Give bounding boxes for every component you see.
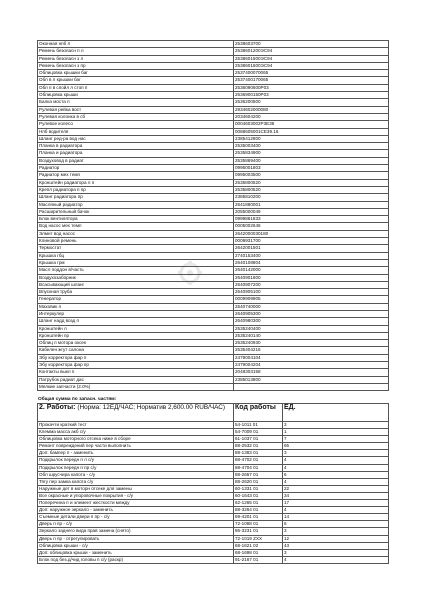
- part-number-cell: 2479004104: [234, 354, 389, 361]
- parts-row: [38, 84, 389, 91]
- parts-row: [38, 186, 389, 193]
- part-number-cell: 2538601200ЭС94: [234, 48, 389, 55]
- part-name-cell: Интеркулер: [38, 310, 234, 317]
- parts-row: [38, 245, 389, 252]
- parts-row: [38, 347, 389, 354]
- part-name-cell: Мелкие запчасти (2.0%): [38, 383, 234, 390]
- part-name-cell: Планка в радиатора: [38, 143, 234, 150]
- work-name-cell: Подкрылок передн п л с/у: [38, 457, 234, 464]
- parts-row: [38, 238, 389, 245]
- parts-row: [38, 281, 389, 288]
- parts-row: [38, 303, 389, 310]
- work-code-cell: 60-1331 01: [234, 485, 283, 492]
- works-row: [38, 507, 389, 514]
- part-number-cell: 2537400170065: [234, 77, 389, 84]
- part-number-cell: [234, 383, 389, 390]
- part-name-cell: Шланг ред-ра вод нас: [38, 135, 234, 142]
- parts-row: [38, 106, 389, 113]
- part-name-cell: Контакты выкл п: [38, 369, 234, 376]
- part-name-cell: Рулевая колонка в сб: [38, 113, 234, 120]
- parts-row: [38, 128, 389, 135]
- parts-row: [38, 208, 389, 215]
- part-number-cell: 2535240140: [234, 332, 389, 339]
- part-name-cell: Маховик л: [38, 303, 234, 310]
- part-number-cell: 2640907200: [234, 281, 389, 288]
- work-code-cell: 88-4702 01: [234, 457, 283, 464]
- part-number-cell: 0009931700: [234, 238, 389, 245]
- part-name-cell: Радиатор: [38, 165, 234, 172]
- parts-row: [38, 172, 389, 179]
- parts-summary-label: Общая сумма по запасн. частям:: [38, 397, 117, 402]
- work-name-cell: Дверь п пр - отрегулировать: [38, 535, 234, 542]
- part-name-cell: Клиновой ремень: [38, 238, 234, 245]
- parts-row: [38, 201, 389, 208]
- part-name-cell: Вод насос мех темп: [38, 223, 234, 230]
- part-number-cell: 2385013800: [234, 376, 389, 383]
- parts-row: [38, 259, 389, 266]
- works-header-units: ЕД.: [283, 404, 389, 422]
- work-units-cell: 4: [283, 464, 389, 471]
- part-name-cell: Генератор: [38, 296, 234, 303]
- part-number-cell: 2538601600ЭС94: [234, 62, 389, 69]
- work-units-cell: 4: [283, 457, 389, 464]
- part-number-cell: 2640980300: [234, 318, 389, 325]
- work-name-cell: Доп: бампер п - заменить: [38, 450, 234, 457]
- works-row: [38, 464, 389, 471]
- works-row: [38, 521, 389, 528]
- works-row: [38, 478, 389, 485]
- works-row: [38, 422, 389, 429]
- part-number-cell: 2535800520: [234, 186, 389, 193]
- part-number-cell: 2640905100: [234, 289, 389, 296]
- part-name-cell: Кабелен жгут салона: [38, 347, 234, 354]
- part-number-cell: 2537400070065: [234, 70, 389, 77]
- parts-row: [38, 179, 389, 186]
- part-number-cell: 2048303158: [234, 369, 389, 376]
- part-number-cell: 2642001501: [234, 245, 389, 252]
- work-units-cell: 7: [283, 436, 389, 443]
- part-name-cell: Воздухозаборник: [38, 274, 234, 281]
- part-number-cell: 2536200500: [234, 99, 389, 106]
- part-name-cell: Блок вентилятора: [38, 216, 234, 223]
- work-name-cell: Подкрылок передн п пр с/у: [38, 464, 234, 471]
- work-code-cell: 88-1383 01: [234, 450, 283, 457]
- works-title: 2. Работы:: [39, 404, 76, 411]
- work-name-cell: Доп: наружное зеркало - заменить: [38, 507, 234, 514]
- works-row: [38, 556, 389, 563]
- parts-row: [38, 230, 389, 237]
- part-name-cell: Ремень безопасн п л: [38, 48, 234, 55]
- work-name-cell: Дверь п пр - с/у: [38, 521, 234, 528]
- part-number-cell: 0088605001СЕ39.16: [234, 128, 389, 135]
- parts-row: [38, 318, 389, 325]
- part-number-cell: 2535869400: [234, 157, 389, 164]
- part-name-cell: Крышка грм: [38, 259, 234, 266]
- works-header-title: [38, 404, 234, 422]
- works-row: [38, 443, 389, 450]
- part-number-cell: 2535240930: [234, 340, 389, 347]
- part-name-cell: Расширительный бачок: [38, 208, 234, 215]
- part-name-cell: Рулевая рейка вост: [38, 106, 234, 113]
- work-name-cell: Клемма масса акб с/у: [38, 429, 234, 436]
- parts-row: [38, 99, 389, 106]
- part-name-cell: Элмнт вод насос: [38, 230, 234, 237]
- works-row: [38, 436, 389, 443]
- part-number-cell: 2535404216: [234, 347, 389, 354]
- part-name-cell: Эбу корректора фар пр: [38, 362, 234, 369]
- part-number-cell: 2538603700: [234, 41, 389, 48]
- part-number-cell: 2640905300: [234, 310, 389, 317]
- part-number-cell: 2385412800: [234, 135, 389, 142]
- parts-row: [38, 194, 389, 201]
- part-number-cell: 2934602000080: [234, 106, 389, 113]
- part-name-cell: Масляный радиатор: [38, 201, 234, 208]
- works-norm: (Норма: 12ЕД/ЧАС; Норматив 2,600.00 RUB/ЧАС): [77, 404, 225, 411]
- parts-row: [38, 383, 389, 390]
- parts-row: [38, 369, 389, 376]
- part-name-cell: Шланг надд возд п: [38, 318, 234, 325]
- work-name-cell: Облицовка крыши - с/у: [38, 542, 234, 549]
- parts-row: [38, 77, 389, 84]
- work-units-cell: 6: [283, 471, 389, 478]
- work-name-cell: Зеркало заднего вида прав замена (снято): [38, 528, 234, 535]
- part-name-cell: Патрубок радиат дас: [38, 376, 234, 383]
- work-name-cell: Съемные детали двери п пр - с/у: [38, 514, 234, 521]
- part-name-cell: Крышка гбц: [38, 252, 234, 259]
- work-name-cell: Тягу пер замка капота с/у: [38, 478, 234, 485]
- parts-row: [38, 376, 389, 383]
- parts-row: [38, 135, 389, 142]
- works-row: [38, 542, 389, 549]
- part-number-cell: 2640108804: [234, 259, 389, 266]
- work-name-cell: Обл шрусчира капота - с/у: [38, 471, 234, 478]
- parts-row: [38, 332, 389, 339]
- work-units-cell: 12: [283, 535, 389, 542]
- parts-row: [38, 296, 389, 303]
- work-code-cell: 72-1088 01: [234, 521, 283, 528]
- work-code-cell: 88-3264 01: [234, 507, 283, 514]
- work-units-cell: 3: [283, 450, 389, 457]
- part-number-cell: 0999861833: [234, 216, 389, 223]
- part-name-cell: Рулевое колесо: [38, 121, 234, 128]
- works-row: [38, 485, 389, 492]
- part-number-cell: 2640142000: [234, 267, 389, 274]
- part-number-cell: 2535240400: [234, 325, 389, 332]
- works-header-code: Код работы: [234, 404, 283, 422]
- parts-row: [38, 325, 389, 332]
- work-units-cell: 14: [283, 514, 389, 521]
- work-units-cell: 43: [283, 542, 389, 549]
- work-units-cell: 3: [283, 422, 389, 429]
- work-units-cell: 4: [283, 556, 389, 563]
- parts-row: [38, 92, 389, 99]
- part-name-cell: Радиатор мех темп: [38, 172, 234, 179]
- work-code-cell: 60-1643 01: [234, 492, 283, 499]
- part-name-cell: Нпб водителя: [38, 128, 234, 135]
- parts-row: [38, 113, 389, 120]
- work-code-cell: 88-2657 01: [234, 471, 283, 478]
- work-code-cell: 88-4704 01: [234, 464, 283, 471]
- part-number-cell: 2540740000: [234, 303, 389, 310]
- work-code-cell: 69-4201 01: [234, 514, 283, 521]
- work-code-cell: 54-1011 01: [234, 422, 283, 429]
- parts-row: [38, 289, 389, 296]
- parts-row: [38, 354, 389, 361]
- work-code-cell: 91-2167 01: [234, 556, 283, 563]
- work-name-cell: Облицовка моторного отсека ниже в сборе: [38, 436, 234, 443]
- part-number-cell: 2535800520: [234, 179, 389, 186]
- parts-row: [38, 143, 389, 150]
- works-table: [37, 403, 389, 564]
- works-row: [38, 549, 389, 556]
- parts-row: [38, 150, 389, 157]
- part-number-cell: 2538601500ЭС94: [234, 55, 389, 62]
- part-name-cell: Кронштейн радиатора л п: [38, 179, 234, 186]
- parts-row: [38, 223, 389, 230]
- part-number-cell: 2055000049: [234, 208, 389, 215]
- part-name-cell: Оконная нпб л: [38, 41, 234, 48]
- work-code-cell: 88-2620 01: [234, 478, 283, 485]
- work-units-cell: 3: [283, 549, 389, 556]
- parts-row: [38, 252, 389, 259]
- part-name-cell: Балка моста п: [38, 99, 234, 106]
- part-number-cell: 2535834900: [234, 150, 389, 157]
- part-name-cell: Впускная труба: [38, 289, 234, 296]
- part-number-cell: 2034604200: [234, 113, 389, 120]
- part-name-cell: Масл поддон в/часть: [38, 267, 234, 274]
- part-name-cell: Термостат: [38, 245, 234, 252]
- part-name-cell: Кронштейн пр: [38, 332, 234, 339]
- part-number-cell: 2535003400: [234, 143, 389, 150]
- part-number-cell: 2740153400: [234, 252, 389, 259]
- works-row: [38, 514, 389, 521]
- parts-row: [38, 340, 389, 347]
- works-table-body: [38, 404, 389, 564]
- works-header-row: [38, 404, 389, 422]
- work-code-cell: 68-1621 02: [234, 542, 283, 549]
- part-name-cell: Шланг радиатора пр: [38, 194, 234, 201]
- part-name-cell: Планка и радиатора: [38, 150, 234, 157]
- work-code-cell: 88-2532 01: [234, 443, 283, 450]
- work-code-cell: 68-1698 01: [234, 549, 283, 556]
- work-units-cell: 34: [283, 492, 389, 499]
- part-name-cell: Всасывающий шланг: [38, 281, 234, 288]
- part-number-cell: 2642000030180: [234, 230, 389, 237]
- parts-row: [38, 216, 389, 223]
- parts-row: [38, 267, 389, 274]
- part-name-cell: Облицовка крышки баг: [38, 70, 234, 77]
- works-row: [38, 535, 389, 542]
- works-row: [38, 500, 389, 507]
- work-units-cell: 17: [283, 500, 389, 507]
- parts-row: [38, 274, 389, 281]
- works-row: [38, 492, 389, 499]
- works-row: [38, 457, 389, 464]
- work-code-cell: 86-3231 01: [234, 528, 283, 535]
- work-units-cell: 4: [283, 507, 389, 514]
- part-name-cell: Обл в л крышки баг: [38, 77, 234, 84]
- parts-row: [38, 48, 389, 55]
- work-code-cell: 62-1265 01: [234, 500, 283, 507]
- part-number-cell: 2640901800: [234, 274, 389, 281]
- parts-row: [38, 362, 389, 369]
- part-name-cell: Крепл радиатора п пр: [38, 186, 234, 193]
- parts-row: [38, 70, 389, 77]
- part-name-cell: Эбу корректора фар п: [38, 354, 234, 361]
- work-name-cell: Прокачти краткий тест: [38, 422, 234, 429]
- parts-table: [37, 40, 389, 391]
- work-code-cell: 72-1019 ZXX: [234, 535, 283, 542]
- work-name-cell: Наружные дет в моторн отсеке для замены: [38, 485, 234, 492]
- works-row: [38, 471, 389, 478]
- work-name-cell: Все окрасные и упоровочные покрытия - с/у: [38, 492, 234, 499]
- part-name-cell: Кронштейн л: [38, 325, 234, 332]
- parts-row: [38, 55, 389, 62]
- part-number-cell: 0995003500: [234, 172, 389, 179]
- work-name-cell: Доп: облицовка крыши - заменить: [38, 549, 234, 556]
- works-row: [38, 450, 389, 457]
- parts-row: [38, 41, 389, 48]
- parts-row: [38, 310, 389, 317]
- work-units-cell: 22: [283, 485, 389, 492]
- work-units-cell: 4: [283, 478, 389, 485]
- works-row: [38, 429, 389, 436]
- part-number-cell: 2641880001: [234, 201, 389, 208]
- parts-table-body: [38, 41, 389, 391]
- part-number-cell: 2385810200: [234, 194, 389, 201]
- work-units-cell: 6: [283, 521, 389, 528]
- part-name-cell: Воздуховод в радиат: [38, 157, 234, 164]
- works-row: [38, 528, 389, 535]
- work-units-cell: 3: [283, 528, 389, 535]
- part-number-cell: 0995001803: [234, 165, 389, 172]
- part-name-cell: Ремень безопасн з пр: [38, 62, 234, 69]
- parts-row: [38, 121, 389, 128]
- work-name-cell: Поперечина п и элемент жесткости между: [38, 500, 234, 507]
- part-number-cell: 2536900150Р03: [234, 92, 389, 99]
- part-number-cell: 2536090600Р03: [234, 84, 389, 91]
- work-name-cell: Ремонт повреждений пер части выполнить: [38, 443, 234, 450]
- part-number-cell: 0004603002Р3Е38: [234, 121, 389, 128]
- part-name-cell: Облиц п мотора оксек: [38, 340, 234, 347]
- part-name-cell: Облицовка крыши: [38, 92, 234, 99]
- part-name-cell: Обл п в спойл л стоп п: [38, 84, 234, 91]
- part-number-cell: 2479004204: [234, 362, 389, 369]
- part-name-cell: Ремень безопасн з л: [38, 55, 234, 62]
- work-code-cell: 61-1037 01: [234, 436, 283, 443]
- part-number-cell: 0009909905: [234, 296, 389, 303]
- parts-row: [38, 62, 389, 69]
- work-code-cell: 54-7009 01: [234, 429, 283, 436]
- parts-row: [38, 165, 389, 172]
- work-name-cell: Блок под без.д/чид головы п с/у (раскр): [38, 556, 234, 563]
- part-number-cell: 0005002646: [234, 223, 389, 230]
- work-units-cell: 1: [283, 429, 389, 436]
- parts-row: [38, 157, 389, 164]
- work-units-cell: 65: [283, 443, 389, 450]
